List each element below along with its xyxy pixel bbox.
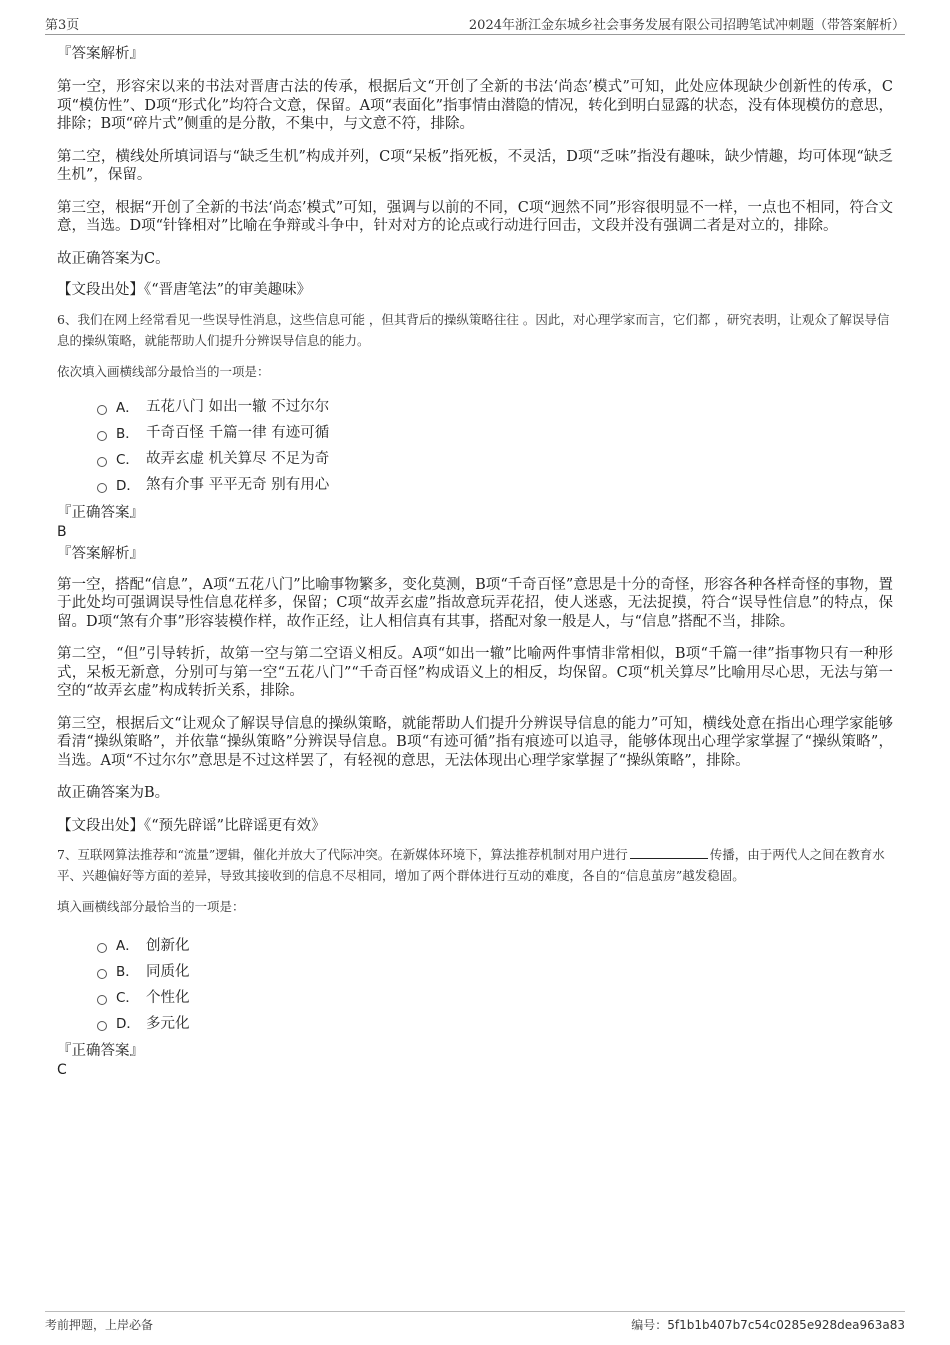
option-c[interactable]: C． 故弄玄虚 机关算尽 不足为奇	[97, 445, 893, 471]
option-d[interactable]: D． 多元化	[97, 1009, 893, 1035]
source-citation: 【文段出处】《“预先辟谣”比辟谣更有效》	[57, 817, 326, 834]
page-header	[45, 12, 905, 35]
option-list	[57, 931, 893, 1035]
document-title: 2024年浙江金东城乡社会事务发展有限公司招聘笔试冲刺题（带答案解析）	[468, 18, 905, 33]
option-text: 同质化	[146, 963, 190, 980]
radio-icon[interactable]	[97, 943, 107, 953]
analysis-paragraph: 第一空，搭配“信息”，A项“五花八门”比喻事物繁多，变化莫测，B项“千奇百怪”意思是十分的奇怪，形容各种各样奇怪的事物，置于此处均可强调误导性信息花样多，保留；C项“故弄玄虚”指故意玩弄花招，使人迷惑，无法捉摸，符合“误导性信息”的特点，保留。D项“煞有介事”形容装模作样，故作正经，让人相信真有其事，搭配对象一般是人，与“信息”搭配不当，排除。	[57, 576, 893, 630]
document-code: 编号：5f1b1b407b7c54c0285e928dea963a83	[631, 1318, 905, 1332]
radio-icon[interactable]	[97, 457, 107, 467]
option-text: 多元化	[146, 1015, 190, 1032]
analysis-paragraph: 第一空，形容宋以来的书法对晋唐古法的传承，根据后文“开创了全新的书法‘尚态’模式”可知，此处应体现缺少创新性的传承，C项“模仿性”、D项“形式化”均符合文意，保留。A项“表面化”指事情由潜隐的情况，转化到明白显露的状态，没有体现模仿的意思，排除；B项“碎片式”侧重的是分散，不集中，与文意不符，排除。	[57, 79, 893, 132]
analysis-paragraph: 第二空，“但”引导转折，故第一空与第二空语义相反。A项“如出一辙”比喻两件事情非常相似，B项“千篇一律”指事物只有一种形式，呆板无新意，分别可与第一空“五花八门”“千奇百怪”构成语义上的相反，均保留。C项“机关算尽”比喻用尽心思，无法与第一空的“故弄玄虚”构成转折关系，排除。	[57, 646, 893, 699]
option-text: 故弄玄虚 机关算尽 不足为奇	[146, 451, 330, 467]
conclusion: 故正确答案为B。	[57, 785, 170, 801]
option-b[interactable]: B． 千奇百怪 千篇一律 有迹可循	[97, 419, 893, 445]
source-citation: 【文段出处】《“晋唐笔法”的审美趣味》	[57, 282, 312, 298]
option-text: 创新化	[146, 937, 190, 954]
page-number: 第3页	[45, 18, 80, 33]
question-instruction: 依次填入画横线部分最恰当的一项是：	[57, 363, 270, 379]
option-text: 个性化	[146, 989, 190, 1006]
option-list	[57, 393, 893, 497]
footer-slogan: 考前押题，上岸必备	[45, 1318, 154, 1332]
correct-answer-label: 『正确答案』	[57, 504, 144, 521]
correct-answer-label: 『正确答案』	[57, 1043, 144, 1059]
radio-icon[interactable]	[97, 483, 107, 493]
analysis-paragraph: 第三空，根据后文“让观众了解误导信息的操纵策略，就能帮助人们提升分辨误导信息的能力”可知，横线处意在指出心理学家能够看清“操纵策略”，并依靠“操纵策略”分辨误导信息。B项“有迹可循”指有痕迹可以追寻，能够体现出心理学家掌握了“操纵策略”，当选。A项“不过尔尔”意思是不过这样罢了，有轻视的意思，无法体现出心理学家掌握了“操纵策略”，排除。	[57, 715, 893, 769]
page-footer	[45, 1311, 905, 1336]
radio-icon[interactable]	[97, 431, 107, 441]
fill-blank	[630, 846, 708, 859]
option-d[interactable]: D． 煞有介事 平平无奇 别有用心	[97, 471, 893, 497]
option-text: 千奇百怪 千篇一律 有迹可循	[146, 425, 330, 441]
option-c[interactable]: C． 个性化	[97, 983, 893, 1009]
radio-icon[interactable]	[97, 969, 107, 979]
question-stem: 6、我们在网上经常看见一些误导性消息，这些信息可能 ，但其背后的操纵策略往往 。因此，对心理学家而言，它们都 ，研究表明，让观众了解误导信息的操纵策略，就能帮助人们提升分辨误导信息的能力。	[57, 311, 890, 348]
option-text: 五花八门 如出一辙 不过尔尔	[146, 399, 330, 415]
analysis-paragraph: 第三空，根据“开创了全新的书法‘尚态’模式”可知，强调与以前的不同，C项“迥然不同”形容很明显不一样，一点也不相同，符合文意，当选。D项“针锋相对”比喻在争辩或斗争中，针对对方的论点或行动进行回击，文段并没有强调二者是对立的，排除。	[57, 199, 893, 234]
option-a[interactable]: A． 五花八门 如出一辙 不过尔尔	[97, 393, 893, 419]
analysis-label: 『答案解析』	[57, 46, 144, 62]
question-stem: 7、互联网算法推荐和“流量”逻辑，催化并放大了代际冲突。在新媒体环境下，算法推荐机制对用户进行 传播，由于两代人之间在教育水平、兴趣偏好等方面的差异，导致其接收到的信息不尽相同，增加了两个群体进行互动的难度，各自的“信息茧房”越发稳固。	[57, 847, 885, 883]
option-a[interactable]: A． 创新化	[97, 931, 893, 957]
radio-icon[interactable]	[97, 995, 107, 1005]
correct-answer: B	[57, 523, 67, 540]
radio-icon[interactable]	[97, 405, 107, 415]
option-b[interactable]: B． 同质化	[97, 957, 893, 983]
analysis-label: 『答案解析』	[57, 545, 144, 562]
radio-icon[interactable]	[97, 1021, 107, 1031]
conclusion: 故正确答案为C。	[57, 250, 170, 267]
document-body	[57, 44, 893, 1079]
option-text: 煞有介事 平平无奇 别有用心	[146, 477, 330, 493]
question-instruction: 填入画横线部分最恰当的一项是：	[57, 899, 245, 914]
correct-answer: C	[57, 1062, 67, 1078]
analysis-paragraph: 第二空，横线处所填词语与“缺乏生机”构成并列，C项“呆板”指死板，不灵活，D项“乏味”指没有趣味，缺少情趣，均可体现“缺乏生机”，保留。	[57, 148, 893, 183]
